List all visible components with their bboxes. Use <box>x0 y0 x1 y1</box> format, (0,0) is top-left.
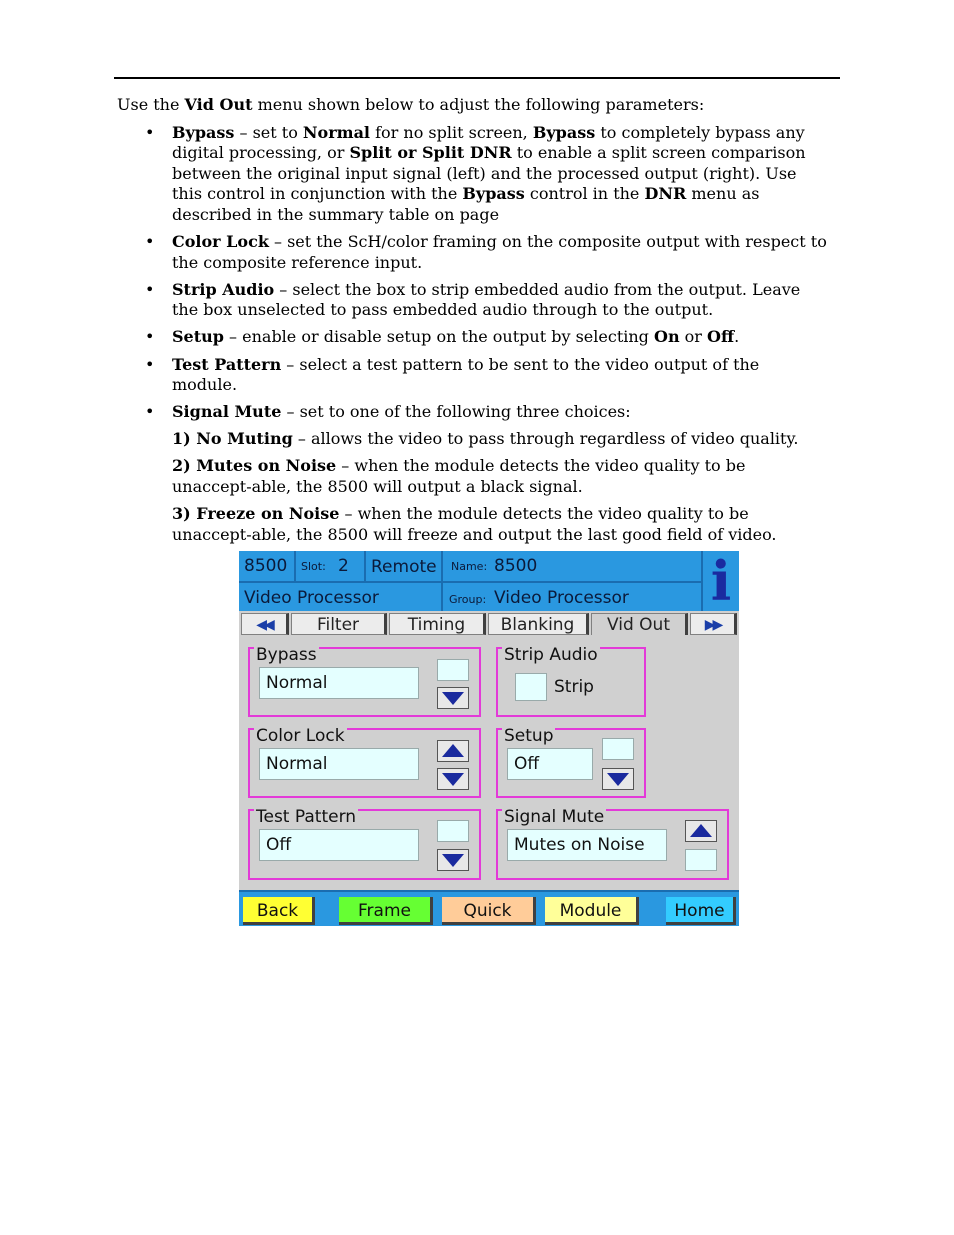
strip-audio-title: Strip Audio <box>504 645 598 665</box>
setup-down-arrow-icon[interactable] <box>602 768 634 790</box>
group-label: Group: <box>449 593 487 606</box>
bullet-item <box>145 123 827 226</box>
name-value: 8500 <box>494 556 538 576</box>
tab-vid-out[interactable]: Vid Out <box>591 613 688 635</box>
signal-mute-up-arrow-icon[interactable] <box>685 820 717 842</box>
remote-mode: Remote <box>371 557 437 577</box>
color-lock-group <box>248 728 481 798</box>
setup-value-field[interactable]: Off <box>507 748 593 780</box>
test-pattern-value-field[interactable]: Off <box>259 829 419 861</box>
bullet-dot: • <box>145 122 155 142</box>
info-icon[interactable]: i <box>701 551 739 611</box>
signal-mute-choice: 1) No Muting – allows the video to pass through regardless of video quality. <box>172 429 799 449</box>
test-pattern-status-box <box>437 820 469 842</box>
test-pattern-down-arrow-icon[interactable] <box>437 849 469 871</box>
tab-timing[interactable]: Timing <box>389 613 486 635</box>
signal-mute-title: Signal Mute <box>504 807 605 827</box>
bullet-item <box>145 232 827 273</box>
bullet-text: Setup – enable or disable setup on the output by selecting On or Off. <box>172 327 740 347</box>
signal-mute-choice: 2) Mutes on Noise – when the module detects the video quality to be unaccept-able, the 8500 will output a black signal. <box>172 456 746 496</box>
bullet-item <box>145 280 827 321</box>
tab-blanking[interactable]: Blanking <box>488 613 589 635</box>
tab-bar <box>239 613 739 637</box>
tab-next-icon[interactable]: ▶▶ <box>690 613 737 635</box>
bullet-dot: • <box>145 279 155 299</box>
bullet-dot: • <box>145 232 155 252</box>
bullet-item <box>145 355 827 396</box>
quick-button[interactable]: Quick <box>442 897 536 925</box>
signal-mute-status-box <box>685 849 717 871</box>
bullet-text: Color Lock – set the ScH/color framing on the composite output with respect to the composite reference input. <box>172 232 827 272</box>
strip-audio-label: Strip <box>554 677 594 697</box>
test-pattern-group <box>248 809 481 880</box>
signal-mute-value-field[interactable]: Mutes on Noise <box>507 829 667 861</box>
document-body <box>117 95 827 552</box>
top-rule <box>114 77 840 79</box>
strip-audio-group <box>496 647 646 717</box>
bullet-text: Test Pattern – select a test pattern to be sent to the video output of the module. <box>172 354 760 395</box>
bypass-group <box>248 647 481 717</box>
slot-number: 2 <box>338 556 349 576</box>
frame-button[interactable]: Frame <box>339 897 433 925</box>
bullet-text: Signal Mute – set to one of the following three choices: <box>172 402 631 422</box>
bypass-status-box <box>437 659 469 681</box>
model-number: 8500 <box>244 556 288 576</box>
bullet-dot: • <box>145 402 155 422</box>
home-button[interactable]: Home <box>666 897 736 925</box>
bullet-dot: • <box>145 354 155 374</box>
setup-status-box <box>602 738 634 760</box>
back-button[interactable]: Back <box>243 897 315 925</box>
bottom-button-bar <box>239 890 739 926</box>
tab-prev-icon[interactable]: ◀◀ <box>241 613 289 635</box>
color-lock-title: Color Lock <box>256 726 345 746</box>
setup-title: Setup <box>504 726 554 746</box>
slot-label: Slot: <box>301 560 326 573</box>
test-pattern-title: Test Pattern <box>256 807 357 827</box>
intro-paragraph: Use the Vid Out menu shown below to adjust the following parameters: <box>117 95 705 114</box>
bypass-value-field[interactable]: Normal <box>259 667 419 699</box>
name-label: Name: <box>451 560 488 573</box>
device-name: Video Processor <box>244 588 379 608</box>
signal-mute-group <box>496 809 729 880</box>
bullet-dot: • <box>145 327 155 347</box>
color-lock-up-arrow-icon[interactable] <box>437 740 469 762</box>
bypass-title: Bypass <box>256 645 317 665</box>
panel-header <box>239 551 739 611</box>
module-button[interactable]: Module <box>545 897 639 925</box>
group-value: Video Processor <box>494 588 629 608</box>
color-lock-down-arrow-icon[interactable] <box>437 768 469 790</box>
bypass-down-arrow-icon[interactable] <box>437 687 469 709</box>
setup-group <box>496 728 646 798</box>
bullet-text: Bypass – set to Normal for no split screen, Bypass to completely bypass any digital processing, or Split or Split DNR to enable a split screen comparison between the original input signal (left) and the processed output (right). Use this control in conjunction with the Bypass control in the DNR menu as described in the summary table on page <box>172 122 806 224</box>
strip-audio-checkbox[interactable] <box>515 673 547 701</box>
parameter-list <box>145 123 827 546</box>
tab-filter[interactable]: Filter <box>291 613 387 635</box>
bullet-text: Strip Audio – select the box to strip embedded audio from the output. Leave the box unselected to pass embedded audio through to the output. <box>172 279 801 320</box>
vid-out-menu-panel <box>239 551 739 926</box>
signal-mute-choice: 3) Freeze on Noise – when the module detects the video quality to be unaccept-able, the 8500 will freeze and output the last good field of video. <box>172 504 777 544</box>
bullet-item <box>145 402 827 545</box>
bullet-item <box>145 327 827 348</box>
color-lock-value-field[interactable]: Normal <box>259 748 419 780</box>
